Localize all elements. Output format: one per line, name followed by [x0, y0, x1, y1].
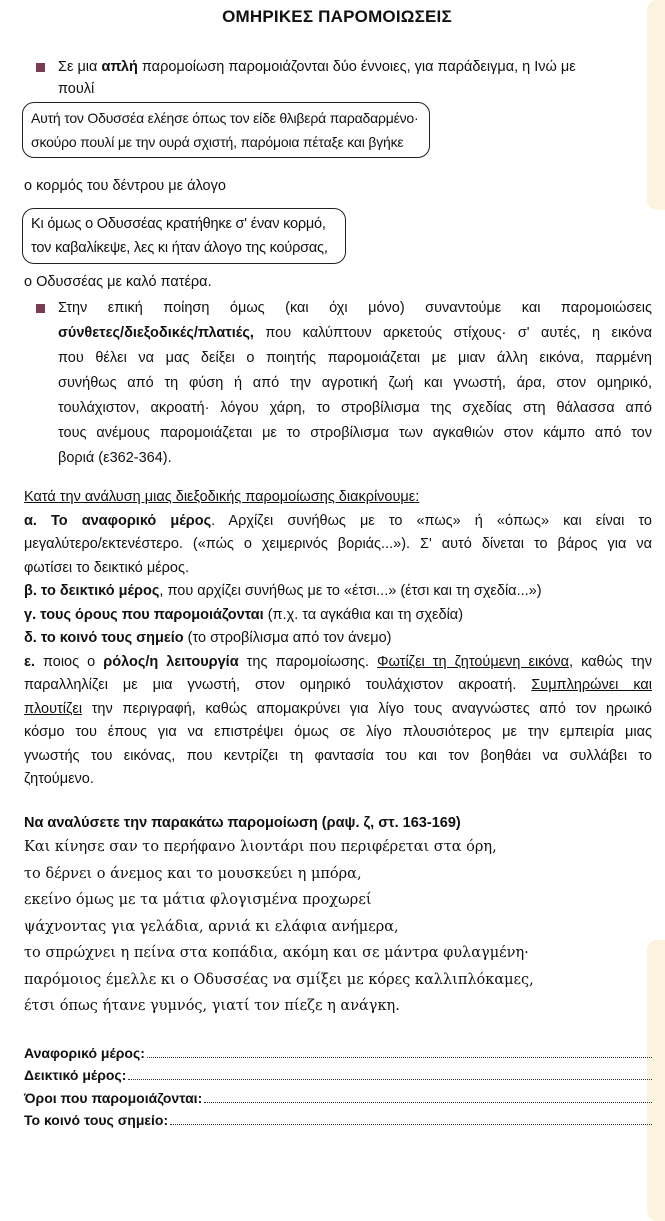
task-heading: Να αναλύσετε την παρακάτω παρομοίωση (ραψ. ζ, στ. 163-169) [24, 815, 461, 831]
page-title: ΟΜΗΡΙΚΕΣ ΠΑΡΟΜΟΙΩΣΕΙΣ [222, 7, 452, 26]
quote-box-2-line1: Κι όμως ο Οδυσσέας κρατήθηκε σ' έναν κορμό, [31, 216, 326, 232]
poem-line: το δέρνει ο άνεμος και το μουσκεύει η μπόρα, [24, 865, 362, 882]
fill-label-deictic: Δεικτικό μέρος: [24, 1067, 127, 1083]
analysis-heading: Κατά την ανάλυση μιας διεξοδικής παρομοίωσης διακρίνουμε: [24, 489, 420, 505]
father-line: ο Οδυσσέας με καλό πατέρα. [24, 274, 212, 290]
simple-bold: απλή [101, 59, 138, 75]
analysis-c-line: γ. τους όρους που παρομοιάζονται (π.χ. τα αγκάθια και τη σχεδία) [24, 606, 464, 623]
poem-line: έτσι όπως ήτανε γυμνός, γιατί τον πίεζε η ανάγκη. [24, 998, 400, 1014]
poem-line: Και κίνησε σαν το περήφανο λιοντάρι που περιφέρεται στα όρη, [24, 839, 497, 855]
fill-row-common[interactable] [24, 1110, 652, 1130]
poem-block [24, 834, 652, 1020]
poem-line: το σπρώχνει η πείνα στα κοπάδια, ακόμη και σε μάντρα φυλαγμένη· [24, 945, 529, 961]
answer-line-common[interactable] [170, 1110, 652, 1125]
bullet-square-icon [36, 63, 45, 72]
simple-line2: πουλί [58, 81, 95, 97]
fill-row-reference[interactable] [24, 1043, 652, 1063]
fill-row-deictic[interactable] [24, 1065, 652, 1085]
poem-line: παρόμοιος έμελλε κι ο Οδυσσέας να σμίξει με κόρες καλλιπλόκαμες, [24, 971, 534, 988]
complex-line1: Στην επική ποίηση όμως (και όχι μόνο) συναντούμε και παρομοιώσεις [58, 300, 652, 316]
answer-line-terms[interactable] [204, 1088, 652, 1103]
complex-line7: βοριά (ε362-364). [58, 450, 172, 466]
analysis-d-line: δ. το κοινό τους σημείο (το στροβίλισμα από τον άνεμο) [24, 630, 392, 646]
analysis-section [24, 486, 652, 792]
answer-line-reference[interactable] [147, 1043, 652, 1058]
poem-line: ψάχνοντας για γελάδια, αρνιά κι ελάφια ανήμερα, [24, 918, 399, 935]
complex-line6: τους ανέμους παρομοιάζεται με το στροβίλισμα των αγκαθιών στον κάμπο από τον [58, 425, 652, 441]
complex-line4: συνήθως από τη φύση ή από την αγροτική ζωή και γνωστή, άρα, στον ομηρικό, [58, 375, 652, 391]
simple-post: παρομοίωση παρομοιάζονται δύο έννοιες, για παράδειγμα, η Ινώ με [137, 59, 576, 75]
quote-box-1 [22, 102, 430, 158]
quote-box-1-line2: σκούρο πουλί με την ουρά σχιστή, παρόμοια πέταξε και βγήκε [31, 134, 404, 150]
simple-simile-paragraph [58, 56, 652, 100]
fill-row-terms[interactable] [24, 1088, 652, 1108]
answer-line-deictic[interactable] [128, 1065, 652, 1080]
analysis-e-line6: ζητούμενο. [24, 771, 94, 787]
analysis-e-line5: γνωστής του εικόνας, που κεντρίζει τη φαντασία του και τον βοηθάει να συλλάβει το [24, 747, 652, 764]
complex-line5: τουλάχιστον, ακροατή· λόγου χάρη, το στροβίλισμα της σχεδίας στη θάλασσα από [58, 400, 652, 416]
analysis-e-line3: πλουτίζει την περιγραφή, καθώς απομακρύνει για λίγο τους αναγνώστες από τον ηρωικό [24, 700, 652, 717]
analysis-b-line: β. το δεικτικό μέρος, που αρχίζει συνήθως με το «έτσι...» (έτσι και τη σχεδία...») [24, 583, 542, 599]
bullet-square-icon [36, 304, 45, 313]
quote-box-2-line2: τον καβαλίκεψε, λες κι ήταν άλογο της κούρσας, [31, 240, 328, 256]
simple-pre: Σε μια [58, 59, 102, 75]
tree-line: ο κορμός του δέντρου με άλογο [24, 178, 226, 194]
analysis-e-line4: κόσμο του έπους για να επιστρέψει όμως σε λίγο πλουσιότερος με την εμπειρία μιας [24, 724, 652, 740]
fill-label-terms: Όροι που παρομοιάζονται: [24, 1090, 203, 1106]
fill-label-common: Το κοινό τους σημείο: [24, 1112, 169, 1128]
analysis-e-line2: παραλληλίζει με μια γνωστή, στον ομηρικό τουλάχιστον ακροατή. Συμπληρώνει και [24, 677, 652, 693]
quote-box-1-line1: Αυτή τον Οδυσσέα ελέησε όπως τον είδε θλιβερά παραδαρμένο· [31, 110, 419, 126]
complex-line2: σύνθετες/διεξοδικές/πλατιές, που καλύπτουν αρκετούς στίχους· σ' αυτές, η εικόνα [58, 325, 652, 341]
analysis-e-line1: ε. ποιος ο ρόλος/η λειτουργία της παρομοίωσης. Φωτίζει τη ζητούμενη εικόνα, καθώς την [24, 653, 652, 670]
analysis-a-line2: μεγαλύτερο/εκτενέστερο. («πώς ο χειμερινός βοριάς...»). Σ' αυτό δίνεται το βάρος για να [24, 536, 652, 552]
poem-line: εκείνο όμως με τα μάτια φλογισμένα προχωρεί [24, 892, 372, 908]
complex-bold: σύνθετες/διεξοδικές/πλατιές, [58, 325, 254, 341]
analysis-a-line3: φωτίσει το δεικτικό μέρος. [24, 559, 190, 576]
complex-simile-paragraph [58, 296, 652, 471]
quote-box-2 [22, 208, 346, 264]
fill-label-reference: Αναφορικό μέρος: [24, 1045, 145, 1061]
complex-line3: που θέλει να μας δείξει ο ποιητής παρομοιάζεται με μιαν άλλη εικόνα, παρμένη [58, 350, 652, 366]
side-tab-top [647, 0, 665, 210]
analysis-a-line1: α. Το αναφορικό μέρος. Αρχίζει συνήθως με το «πως» ή «όπως» και είναι το [24, 512, 652, 529]
